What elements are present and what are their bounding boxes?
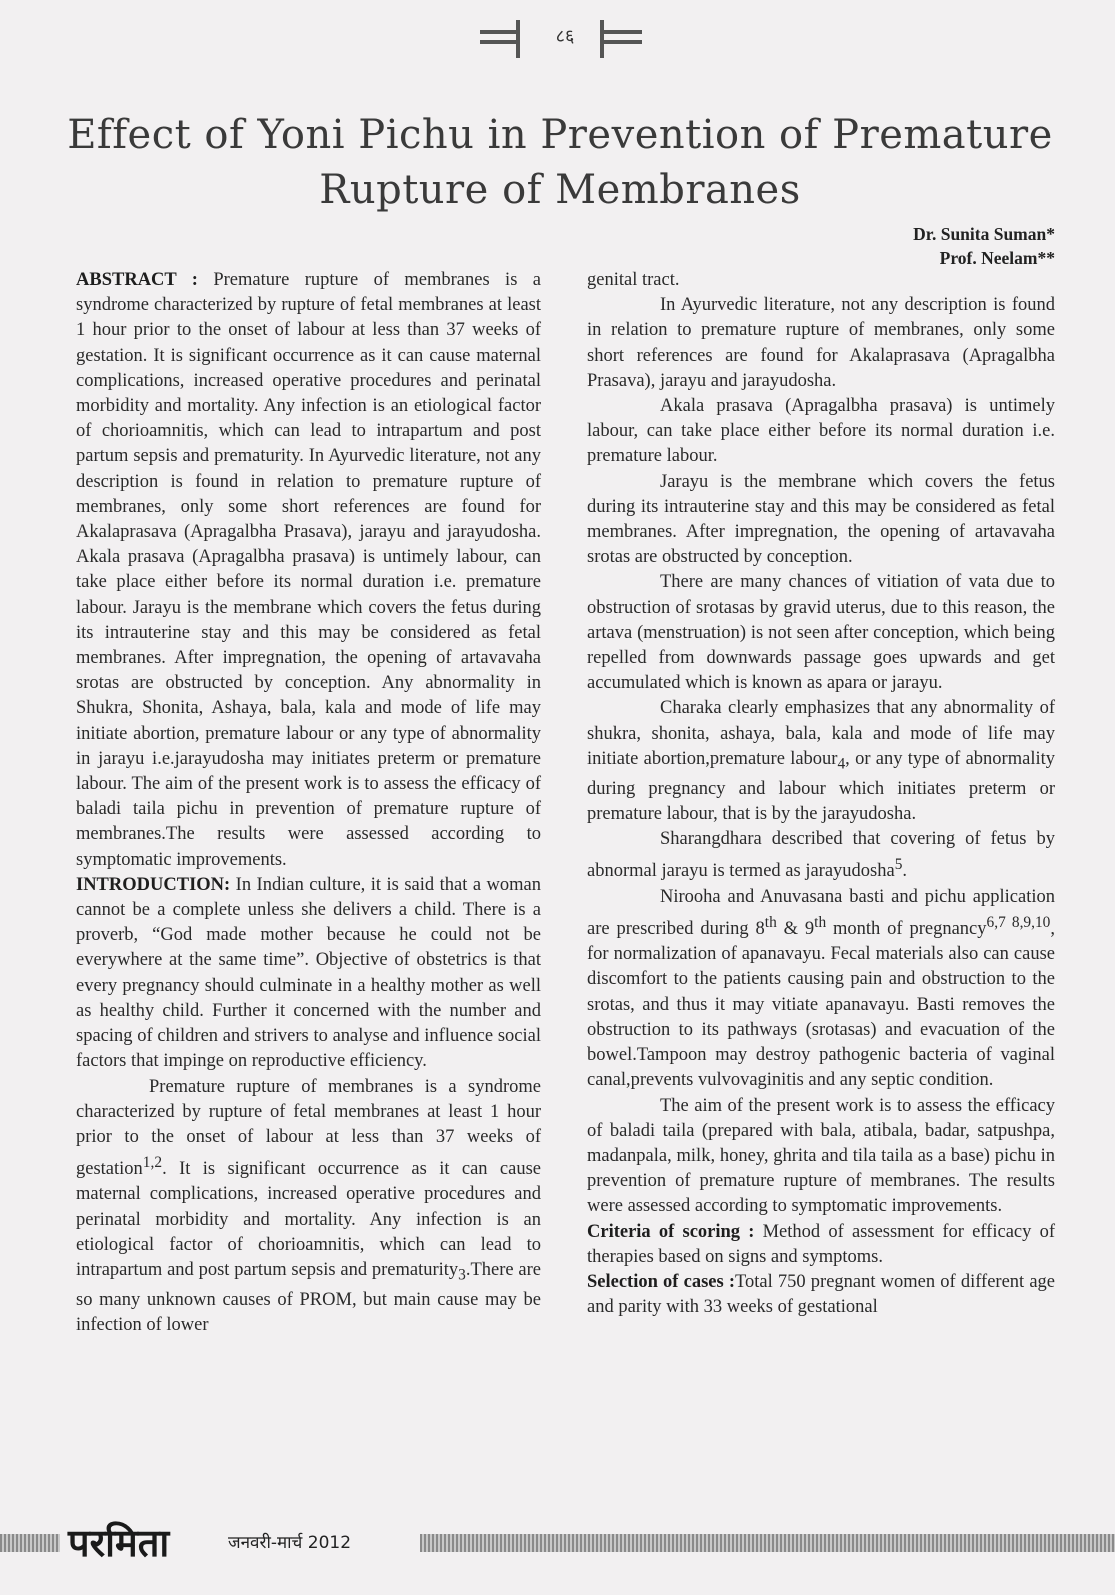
- journal-logo: परमिता: [68, 1521, 170, 1565]
- selection-paragraph: [587, 1270, 1055, 1320]
- text-run: Premature rupture of membranes is a syndrome characterized by rupture of fetal membranes at least 1 hour prior to the onset of labour at less than 37 weeks of gestation: [76, 1076, 541, 1180]
- text-run: Total 750 pregnant women of different age and parity with 33 weeks of gestational: [587, 1271, 1056, 1318]
- abstract-heading: ABSTRACT :: [76, 270, 198, 290]
- prom-paragraph: [76, 1075, 541, 1339]
- footer-stripe: [420, 1534, 1115, 1552]
- paragraph: There are many chances of vitiation of vata due to obstruction of srotasas by gravid uterus, due to this reason, the artava (menstruation) is not seen after conception, which being repelled from downwards passage goes upwards and get accumulated which is known as apara or jarayu.: [587, 572, 1055, 694]
- paragraph: [587, 827, 1055, 885]
- text-run: , or any type of abnormality during pregnancy and labour which initiates preterm or premature labour, that is by the jarayudosha.: [587, 748, 1055, 824]
- text-run: Nirooha and Anuvasana basti and pichu application are prescribed during 8: [587, 886, 1055, 940]
- abstract-text: Premature rupture of membranes is a syndrome characterized by rupture of fetal membranes at least 1 hour prior to the onset of labour at less than 37 weeks of gestation. It is significant occurrence as it can cause maternal complications, increased operative procedures and perinatal morbidity and mortality. Any infection is an etiological factor of chorioamnitis, which can lead to intrapartum and post partum sepsis and prematurity. In Ayurvedic literature, not any description is found in relation to premature rupture of membranes, only some short references are found for Akalaprasava (Apragalbha Prasava), jarayu and jarayudosha. Akala prasava (Apragalbha prasava) is untimely labour, can take place either before its normal duration i.e. premature labour. Jarayu is the membrane which covers the fetus during its intrauterine stay and this may be considered as fetal membranes. After impregnation, the opening of artavavaha srotas are obstructed by conception. Any abnormality in Shukra, Shonita, Ashaya, bala, kala and mode of life may initiate abortion, premature labour or any type of abnormality in jarayu i.e.jarayudosha may initiates preterm or premature labour. The aim of the present work is to assess the efficacy of baladi taila pichu in prevention of premature rupture of membranes.The results were assessed according to symptomatic improvements.: [76, 270, 541, 870]
- right-column: [587, 268, 1055, 1320]
- criteria-paragraph: [587, 1220, 1055, 1270]
- article-title: Effect of Yoni Pichu in Prevention of Premature Rupture of Membranes: [67, 112, 1053, 213]
- abstract-paragraph: [76, 268, 541, 873]
- ordinal-suffix: th: [814, 913, 827, 931]
- page-header-ornament: [480, 18, 650, 62]
- page-footer: [0, 1520, 1115, 1570]
- ordinal-suffix: th: [764, 913, 777, 931]
- citation-ref: 6,7 8,9,10: [986, 913, 1051, 931]
- citation-ref: 5: [894, 856, 903, 874]
- issue-date: जनवरी-मार्च 2012: [228, 1533, 352, 1553]
- text-run: . It is significant occurrence as it can cause maternal complications, increased operative procedures and perinatal morbidity and mortality. Any infection is an etiological factor of chorioamnitis, which can lead to intrapartum and post partum sepsis and prematurity: [76, 1159, 541, 1281]
- authors: [913, 222, 1055, 270]
- criteria-heading: Criteria of scoring :: [587, 1221, 755, 1242]
- paragraph: Akala prasava (Apragalbha prasava) is untimely labour, can take place either before its normal duration i.e. premature labour.: [587, 396, 1055, 467]
- paragraph: The aim of the present work is to assess the efficacy of baladi taila (prepared with bala, atibala, badar, satpushpa, madanpala, milk, honey, ghrita and tila taila as a base) pichu in prevention of premature rupture of membranes. The results were assessed according to symptomatic improvements.: [587, 1095, 1055, 1217]
- intro-text: In Indian culture, it is said that a woman cannot be a complete unless she delivers a child. There is a proverb, “God made mother because he could not be everywhere at the same time”. Objective of obstetrics is that every pregnancy should culminate in a healthy mother as well as healthy child. Further it concerned with the number and spacing of children and strivers to analyse and influence social factors that impinge on reproductive efficiency.: [76, 874, 541, 1072]
- paragraph: Jarayu is the membrane which covers the fetus during its intrauterine stay and this may be considered as fetal membranes. After impregnation, the opening of artavavaha srotas are obstructed by conception.: [587, 471, 1055, 568]
- author-1: Dr. Sunita Suman*: [913, 224, 1055, 244]
- paragraph: genital tract.: [587, 270, 680, 290]
- text-run: .: [902, 861, 908, 882]
- citation-ref: 1,2: [142, 1154, 163, 1172]
- text-run: Sharangdhara described that covering of fetus by abnormal jarayu is termed as jarayudosha: [587, 829, 1055, 882]
- text-run: , for normalization of apanavayu. Fecal materials also can cause discomfort to the patients causing pain and obstruction to the srotas, and thus it may vitiate apanavayu. Basti removes the obstruction to its pathways (srotasas) and evacuation of the bowel.Tampoon may destroy pathogenic bacteria of vaginal canal,prevents vulvovaginitis and any septic condition.: [587, 919, 1056, 1091]
- text-run: .There are so many unknown causes of PROM, but main cause may be infection of lower: [76, 1260, 541, 1336]
- author-2: Prof. Neelam**: [939, 248, 1055, 268]
- text-run: & 9: [776, 919, 815, 940]
- left-column: [76, 268, 541, 1338]
- intro-paragraph: [76, 873, 541, 1075]
- citation-ref: 3: [458, 1266, 466, 1284]
- selection-heading: Selection of cases :: [587, 1271, 735, 1292]
- text-run: Charaka clearly emphasizes that any abnormality of shukra, shonita, ashaya, bala, kala and mode of life may initiate abortion,premature labour: [587, 698, 1055, 769]
- footer-stripe: [0, 1534, 60, 1552]
- page-number: ८६: [555, 26, 575, 47]
- paragraph: [587, 696, 1055, 827]
- paragraph: [587, 885, 1055, 1094]
- citation-ref: 4: [837, 755, 846, 773]
- text-run: Method of assessment for efficacy of therapies based on signs and symptoms.: [587, 1221, 1055, 1267]
- intro-heading: INTRODUCTION:: [76, 874, 231, 895]
- text-run: month of pregnancy: [826, 919, 987, 940]
- paragraph: In Ayurvedic literature, not any description is found in relation to premature rupture of membranes, only some short references are found for Akalaprasava (Apragalbha Prasava), jarayu and jarayudosha.: [587, 295, 1055, 391]
